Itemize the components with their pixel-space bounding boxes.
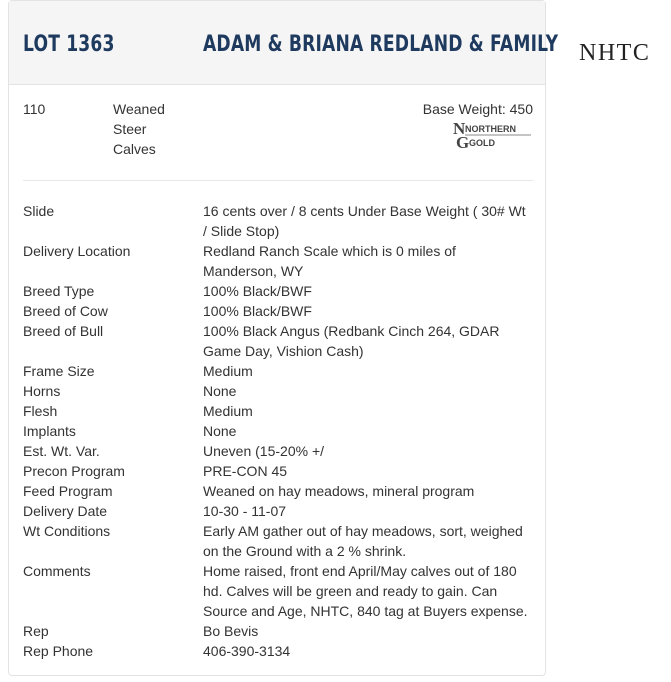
detail-label: Breed Type (23, 283, 95, 299)
detail-value: Bo Bevis (203, 623, 259, 639)
detail-value: 100% Black/BWF (203, 303, 312, 319)
detail-row-rep-phone (23, 641, 543, 661)
detail-value: Uneven (15-20% +/ (203, 443, 325, 459)
detail-row-est-wt-var (23, 441, 543, 461)
lot-number: LOT 1363 (23, 32, 115, 57)
svg-text:N: N (453, 121, 466, 138)
detail-label: Frame Size (23, 363, 95, 379)
lot-summary (23, 99, 533, 179)
detail-value: 10-30 - 11-07 (203, 503, 287, 519)
detail-value: 100% Black Angus (Redbank Cinch 264, GDAR Game Day, Vishion Cash) (203, 323, 500, 359)
detail-value: 16 cents over / 8 cents Under Base Weight ( 30# Wt / Slide Stop) (203, 203, 526, 239)
detail-value: Medium (203, 363, 253, 379)
detail-value: 406-390-3134 (203, 643, 291, 659)
detail-value: None (203, 383, 237, 399)
detail-row-horns (23, 381, 543, 401)
detail-label: Est. Wt. Var. (23, 443, 100, 459)
lot-header (9, 1, 559, 85)
detail-row-rep (23, 621, 543, 641)
head-count: 110 (23, 101, 46, 117)
detail-value: Weaned on hay meadows, mineral program (203, 483, 475, 499)
detail-row-slide (23, 201, 543, 241)
detail-row-frame-size (23, 361, 543, 381)
northern-gold-logo-icon (451, 121, 533, 151)
detail-value: 100% Black/BWF (203, 283, 312, 299)
description-line: Steer (113, 121, 147, 137)
detail-label: Rep (23, 623, 49, 639)
detail-value: PRE-CON 45 (203, 463, 288, 479)
detail-row-breed-of-bull (23, 321, 543, 361)
nhtc-brand-logo: NHTC (579, 40, 651, 66)
detail-row-feed-program (23, 481, 543, 501)
detail-row-wt-conditions (23, 521, 543, 561)
detail-label: Flesh (23, 403, 58, 419)
detail-label: Slide (23, 203, 55, 219)
detail-value: Home raised, front end April/May calves out of 180 hd. Calves will be green and ready to gain. Can Source and Age, NHTC, 840 tag at Buyers expense. (203, 563, 528, 619)
detail-label: Implants (23, 423, 76, 439)
detail-row-precon-program (23, 461, 543, 481)
detail-label: Feed Program (23, 483, 113, 499)
detail-value: Redland Ranch Scale which is 0 miles of Manderson, WY (203, 243, 456, 279)
detail-label: Breed of Bull (23, 323, 104, 339)
lot-card (8, 0, 559, 676)
description-line: Weaned (113, 101, 165, 117)
base-weight: Base Weight: 450 (422, 101, 533, 117)
detail-value: None (203, 423, 237, 439)
detail-label: Comments (23, 563, 91, 579)
detail-row-comments (23, 561, 543, 621)
detail-row-delivery-location (23, 241, 543, 281)
cattle-description (113, 99, 193, 159)
detail-row-delivery-date (23, 501, 543, 521)
detail-label: Rep Phone (23, 643, 94, 659)
detail-label: Breed of Cow (23, 303, 108, 319)
detail-label: Horns (23, 383, 61, 399)
detail-value: Early AM gather out of hay meadows, sort, weighed on the Ground with a 2 % shrink. (203, 523, 523, 559)
detail-value: Medium (203, 403, 253, 419)
svg-text:G: G (456, 133, 470, 151)
logo-line2: GOLD (469, 138, 495, 148)
detail-row-flesh (23, 401, 543, 421)
detail-row-implants (23, 421, 543, 441)
logo-line1: NORTHERN (465, 124, 516, 134)
lot-details (23, 201, 543, 661)
detail-row-breed-type (23, 281, 543, 301)
consignor-name: ADAM & BRIANA REDLAND & FAMILY (203, 32, 559, 57)
detail-label: Delivery Date (23, 503, 108, 519)
detail-row-breed-of-cow (23, 301, 543, 321)
detail-label: Wt Conditions (23, 523, 111, 539)
description-line: Calves (113, 141, 156, 157)
detail-label: Precon Program (23, 463, 125, 479)
detail-label: Delivery Location (23, 243, 131, 259)
section-divider (23, 180, 533, 181)
